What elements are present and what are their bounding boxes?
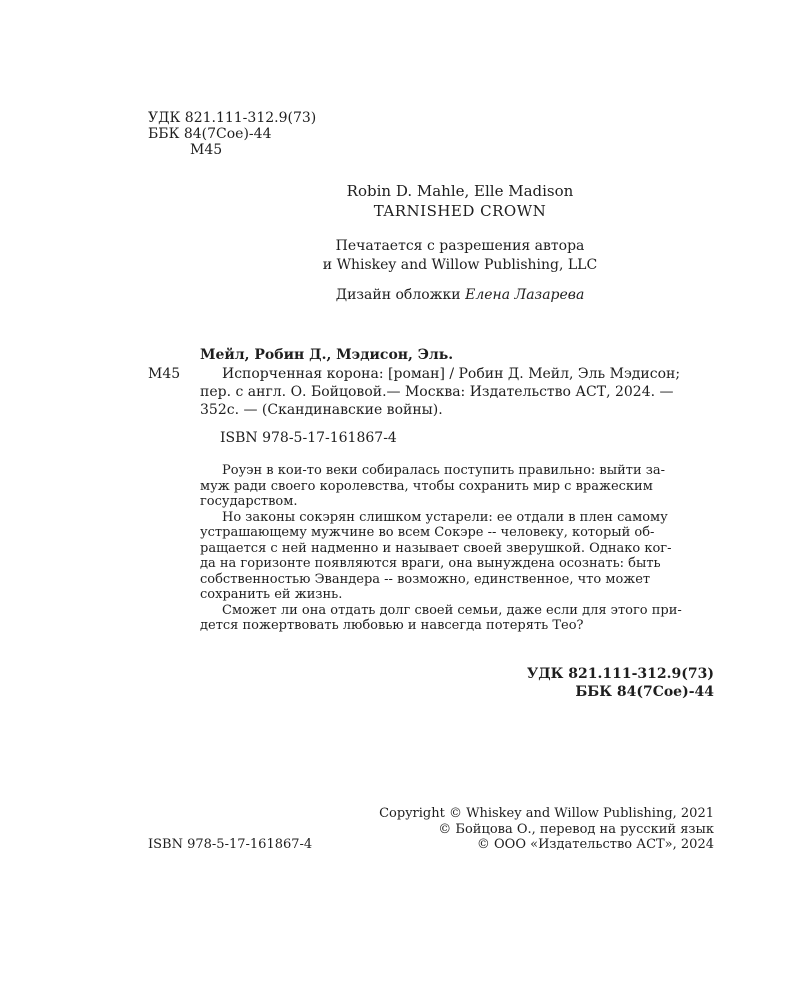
cover-designer: Елена Лазарева [465,287,585,303]
footer-isbn: ISBN 978-5-17-161867-4 [148,837,313,852]
annotation-p1-line-3: государством. [200,494,298,509]
annotation [200,463,714,634]
top-author-mark: М45 [190,142,223,158]
original-authors: Robin D. Mahle, Elle Madison [346,182,574,200]
catalog-isbn: ISBN 978-5-17-161867-4 [220,430,397,446]
bottom-codes [400,666,714,700]
annotation-p2-line-4: да на горизонте появляются враги, она вынуждена осознать: быть [200,556,661,571]
annotation-p2-line-3: ращается с ней надменно и называет своей зверушкой. Однако ког- [200,540,672,556]
annotation-p2-line-5: собственностью Эвандера -- возможно, единственное, что может [200,571,651,587]
annotation-p2-line-1: Но законы сокэрян слишком устарели: ее отдали в плен самому [222,509,668,525]
cover-label: Дизайн обложки [335,287,461,303]
copyright-line-2: © Бойцова О., перевод на русский язык [438,821,714,837]
catalog-body [200,366,714,418]
copyright-block [340,806,714,853]
catalog-heading: Мейл, Робин Д., Мэдисон, Эль. [200,347,454,363]
top-codes [148,110,316,158]
catalog-line-3: 352с. — (Скандинавские войны). [200,402,443,418]
cover-credit [250,287,670,303]
annotation-p3-line-2: дется пожертвовать любовью и навсегда потерять Тео? [200,618,584,633]
bottom-udk: УДК 821.111-312.9(73) [526,666,714,682]
copyright-line-3: © ООО «Издательство АСТ», 2024 [476,837,714,852]
permission-block [250,238,670,273]
annotation-p2-line-6: сохранить ей жизнь. [200,587,343,602]
catalog-line-2: пер. с англ. О. Бойцовой.— Москва: Издательство АСТ, 2024. — [200,384,674,400]
top-bbk: ББК 84(7Сое)-44 [148,126,272,142]
annotation-p2-line-2: устрашающему мужчине во всем Сокэре -- человеку, который об- [200,525,655,540]
original-title: TARNISHED CROWN [373,202,547,220]
permission-line-2: и Whiskey and Willow Publishing, LLC [322,257,598,273]
annotation-p1-line-2: муж ради своего королевства, чтобы сохранить мир с вражеским [200,478,653,494]
copyright-line-1: Copyright © Whiskey and Willow Publishing, 2021 [379,806,714,821]
top-udk: УДК 821.111-312.9(73) [148,110,317,126]
annotation-p3-line-1: Сможет ли она отдать долг своей семьи, даже если для этого при- [222,602,682,618]
annotation-p1-line-1: Роуэн в кои-то веки собиралась поступить правильно: выйти за- [222,463,665,478]
catalog-line-1: Испорченная корона: [роман] / Робин Д. Мейл, Эль Мэдисон; [222,366,681,382]
original-title-block [250,183,670,220]
catalog-mark: М45 [148,366,181,382]
bottom-bbk: ББК 84(7Сое)-44 [575,684,714,700]
permission-line-1: Печатается с разрешения автора [335,238,585,254]
